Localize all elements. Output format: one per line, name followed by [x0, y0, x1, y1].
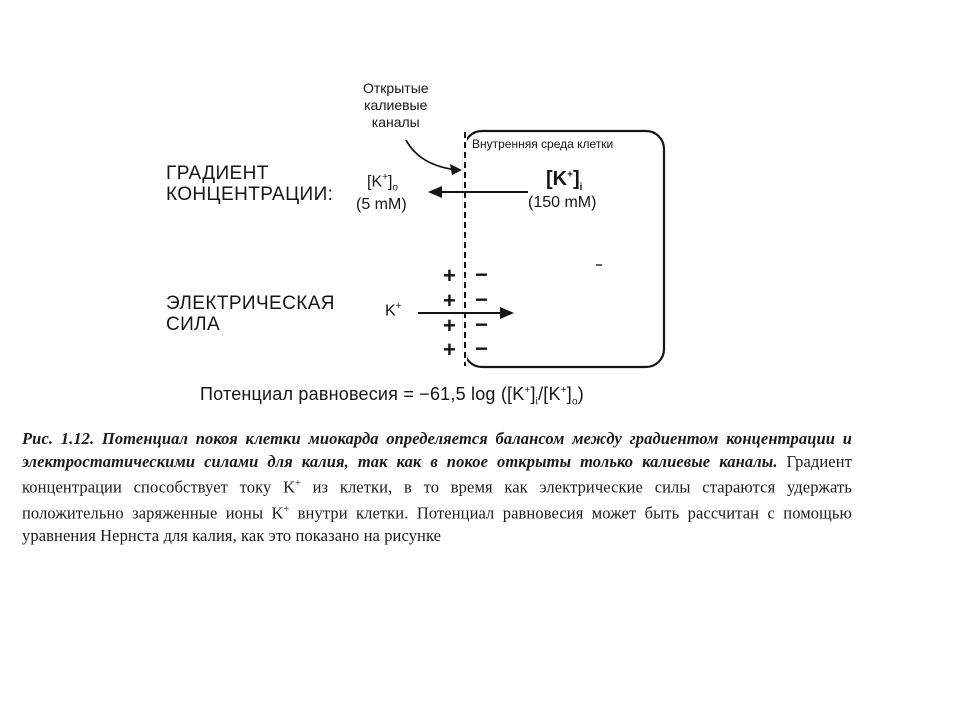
k-in-sup: + — [567, 169, 573, 181]
equation-part-1: Потенциал равновесия = −61,5 log ([K — [200, 384, 525, 404]
k-outside-concentration — [367, 172, 398, 194]
gradient-label-line-1: ГРАДИЕНТ — [166, 163, 269, 184]
k-out-sub: o — [392, 182, 398, 194]
minus-sign: − — [475, 262, 488, 287]
figure-caption — [22, 428, 852, 548]
equation-part-4: ] — [566, 384, 572, 404]
k-in-close: ] — [572, 168, 580, 190]
open-channels-line-2: калиевые — [364, 97, 428, 113]
k-in-sub: i — [579, 182, 583, 193]
caption-bold-part: Рис. 1.12. Потенциал покоя клетки миокарда определяется балансом между градиентом концентрации и электростатическими силами для калия, так как в покое открыты только калиевые каналы. — [22, 429, 852, 471]
electric-force-label — [166, 293, 335, 335]
equation-part-3: /[K — [538, 384, 561, 404]
caption-sup-2: + — [283, 504, 290, 516]
open-channels-label — [363, 80, 429, 131]
plus-sign: + — [443, 288, 456, 313]
equation-part-2: ] — [530, 384, 536, 404]
equation-sub-1: i — [535, 396, 539, 408]
minus-sign: − — [475, 287, 488, 312]
gradient-label-line-2: КОНЦЕНТРАЦИИ: — [166, 184, 334, 205]
equation-part-5: ) — [577, 384, 584, 404]
electric-label-line-1: ЭЛЕКТРИЧЕСКАЯ — [166, 293, 335, 314]
caption-part-2: Градиент концентрации способствует току K — [22, 451, 852, 497]
plus-sign: + — [443, 337, 456, 362]
caption-part-4: внутри клетки. Потенциал равновесия может быть рассчитан с помощью уравнения Нернста для калия, как это показано на рисунке — [22, 503, 852, 546]
k-outside-value: (5 mM) — [356, 196, 407, 213]
caption-sup-1: + — [295, 478, 301, 490]
gradient-arrowhead — [428, 186, 442, 198]
plus-sign: + — [443, 313, 456, 338]
electric-label-line-2: СИЛА — [166, 314, 221, 335]
k-inside-value: (150 mM) — [528, 194, 597, 211]
open-channels-line-1: Открытые — [363, 80, 429, 96]
cell-membrane — [464, 131, 664, 367]
k-ion-sup: + — [395, 301, 402, 312]
open-channels-line-3: каналы — [371, 114, 420, 130]
channel-pointer-arrow — [406, 140, 458, 170]
channel-pointer-arrowhead — [450, 164, 462, 175]
equation-sub-2: o — [571, 396, 578, 408]
cell-interior-label: Внутренняя среда клетки — [472, 137, 614, 151]
minus-sign: − — [475, 312, 488, 337]
gradient-label — [166, 163, 333, 205]
k-inside-concentration — [546, 168, 582, 193]
minus-sign: − — [475, 336, 488, 361]
k-ion-symbol: K — [385, 302, 396, 320]
caption-part-3: из клетки, в то время как электрические силы стараются удержать положительно заряженные ионы K — [22, 477, 852, 523]
k-out-close: ] — [387, 173, 393, 191]
k-in-ion: [K — [546, 168, 568, 190]
k-out-ion: [K — [367, 173, 383, 191]
equation-sup-1: + — [524, 385, 531, 396]
k-ion-label — [385, 301, 402, 320]
equation-sup-2: + — [560, 385, 567, 396]
nernst-equation — [200, 384, 584, 408]
plus-sign: + — [443, 263, 456, 288]
k-out-sup: + — [382, 172, 388, 183]
electric-arrowhead — [500, 307, 514, 319]
